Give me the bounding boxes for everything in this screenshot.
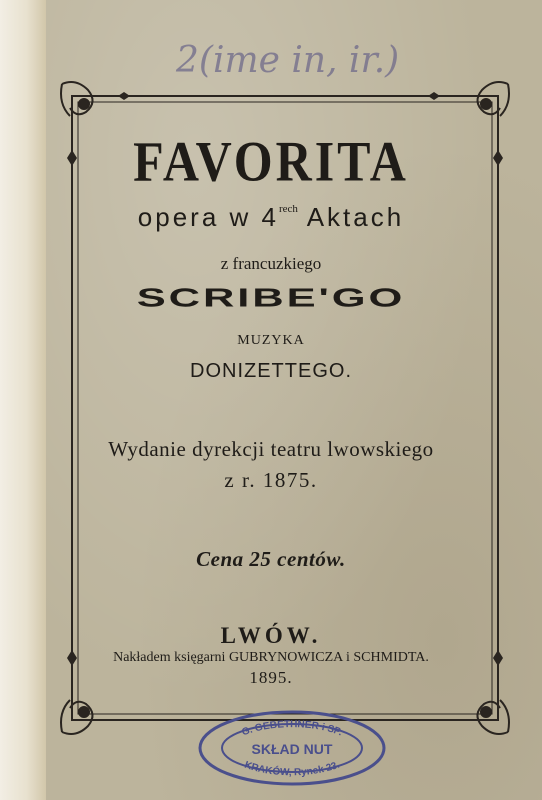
corner-ornament-top-right	[477, 82, 509, 116]
music-label: MUZYKA	[237, 333, 305, 348]
svg-text:2(ime in, ir.): 2(ime in, ir.)	[176, 40, 400, 81]
subtitle-superscript: rech	[278, 203, 298, 215]
handwritten-pencil-note	[170, 22, 410, 92]
edition-year: z r. 1875.	[224, 468, 318, 492]
publication-year: 1895.	[249, 668, 293, 687]
publication-city: LWÓW.	[220, 623, 322, 648]
subtitle-suffix: Aktach	[297, 202, 405, 232]
stamp-text	[196, 708, 388, 788]
composer-name: DONIZETTEGO.	[190, 360, 352, 382]
publisher-line: Nakładem księgarni GUBRYNOWICZA i SCHMIDTA.	[113, 650, 429, 665]
corner-ornament-bottom-left	[61, 700, 93, 734]
price-line: Cena 25 centów.	[196, 547, 346, 571]
translation-note: z francuzkiego	[220, 254, 322, 273]
opera-title: FAVORITA	[133, 128, 409, 194]
opera-subtitle	[0, 202, 542, 233]
subtitle-prefix: opera w 4	[137, 202, 279, 232]
stamp-bottom-text: KRAKÓW, Rynek 23.	[242, 759, 342, 779]
corner-ornament-top-left	[61, 82, 93, 116]
edition-line: Wydanie dyrekcji teatru lwowskiego	[108, 437, 434, 461]
librettist-name: SCRIBE'GO	[136, 284, 406, 313]
corner-ornament-bottom-right	[477, 700, 509, 734]
stamp-top-text: G. GEBETHNER i SP.	[240, 719, 344, 739]
stamp-center-text: SKŁAD NUT	[251, 741, 333, 757]
